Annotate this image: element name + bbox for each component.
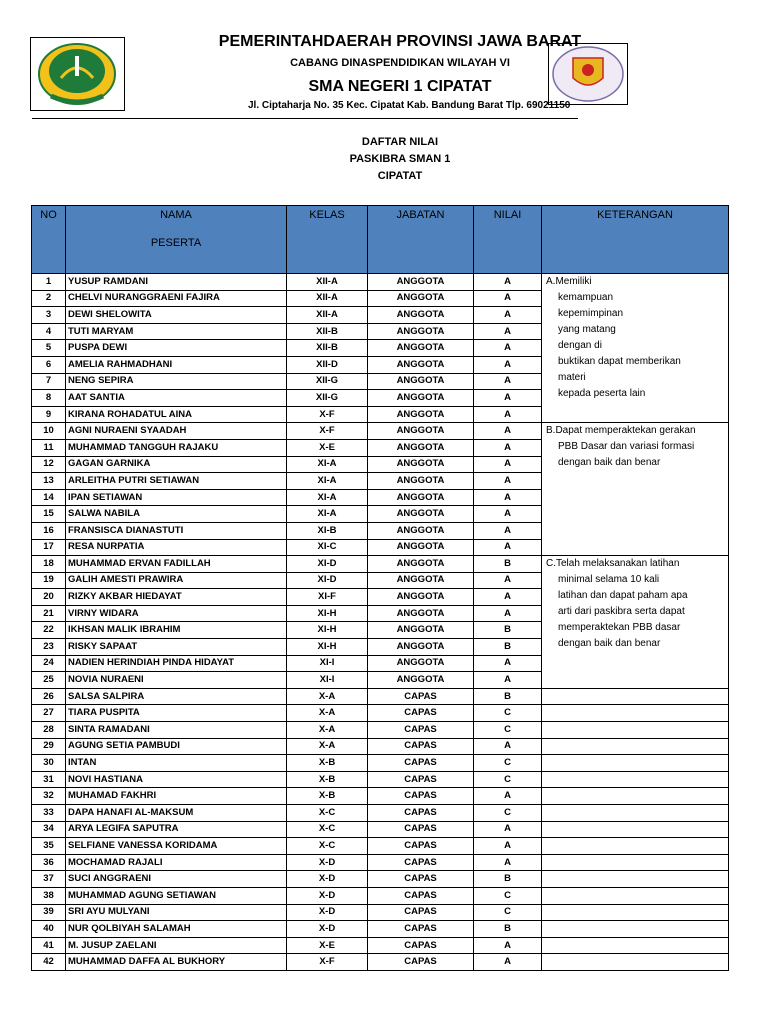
cell-nama: NOVIA NURAENI [66,672,287,689]
cell-nama: AAT SANTIA [66,390,287,407]
keterangan-line: kepada peserta lain [558,388,646,399]
cell-nama: MUHAMMAD AGUNG SETIAWAN [66,887,287,904]
cell-nilai: A [474,821,542,838]
west-java-emblem-icon [31,38,124,110]
cell-jabatan: ANGGOTA [368,539,474,556]
cell-kelas: XI-B [287,522,368,539]
cell-nilai: A [474,738,542,755]
cell-nama: IKHSAN MALIK IBRAHIM [66,622,287,639]
cell-nilai: B [474,688,542,705]
cell-no: 13 [32,473,66,490]
table-row [32,788,729,805]
cell-kelas: XII-A [287,290,368,307]
cell-kelas: XI-H [287,622,368,639]
cell-nilai: A [474,373,542,390]
table-row [32,722,729,739]
table-row [32,887,729,904]
table-body [32,274,729,971]
cell-jabatan: CAPAS [368,871,474,888]
cell-nilai: A [474,473,542,490]
cell-no: 42 [32,954,66,971]
cell-nilai: A [474,655,542,672]
cell-nama: GAGAN GARNIKA [66,456,287,473]
cell-nilai: B [474,871,542,888]
cell-nama: GALIH AMESTI PRAWIRA [66,572,287,589]
cell-jabatan: CAPAS [368,805,474,822]
cell-no: 9 [32,406,66,423]
cell-kelas: XI-A [287,506,368,523]
cell-no: 36 [32,854,66,871]
cell-nilai: C [474,755,542,772]
cell-nama: CHELVI NURANGGRAENI FAJIRA [66,290,287,307]
cell-no: 17 [32,539,66,556]
cell-kelas: X-A [287,722,368,739]
cell-nilai: A [474,854,542,871]
cell-no: 14 [32,489,66,506]
cell-nama: AMELIA RAHMADHANI [66,356,287,373]
cell-jabatan: ANGGOTA [368,323,474,340]
cell-jabatan: ANGGOTA [368,506,474,523]
cell-no: 8 [32,390,66,407]
cell-jabatan: ANGGOTA [368,556,474,573]
cell-nilai: A [474,390,542,407]
cell-kelas: XII-B [287,323,368,340]
cell-no: 3 [32,307,66,324]
table-row [32,821,729,838]
cell-nama: KIRANA ROHADATUL AINA [66,406,287,423]
cell-kelas: X-C [287,838,368,855]
cell-no: 23 [32,639,66,656]
cell-kelas: X-D [287,854,368,871]
cell-no: 19 [32,572,66,589]
cell-no: 27 [32,705,66,722]
cell-keterangan [542,854,729,871]
cell-nilai: A [474,522,542,539]
cell-kelas: X-F [287,423,368,440]
cell-nama: MUHAMMAD DAFFA AL BUKHORY [66,954,287,971]
cell-no: 22 [32,622,66,639]
cell-no: 38 [32,887,66,904]
cell-jabatan: CAPAS [368,904,474,921]
header-school-name: SMA NEGERI 1 CIPATAT [308,78,492,95]
table-header-row [32,206,729,274]
cell-no: 40 [32,921,66,938]
keterangan-line: A.Memiliki [546,276,592,287]
table-row [32,688,729,705]
cell-nilai: A [474,838,542,855]
cell-kelas: XII-D [287,356,368,373]
cell-jabatan: ANGGOTA [368,572,474,589]
cell-keterangan [542,921,729,938]
cell-keterangan [542,904,729,921]
cell-nilai: C [474,705,542,722]
cell-nilai: A [474,605,542,622]
cell-nilai: C [474,805,542,822]
cell-nama: AGNI NURAENI SYAADAH [66,423,287,440]
cell-kelas: X-D [287,887,368,904]
cell-jabatan: ANGGOTA [368,489,474,506]
cell-nama: ARYA LEGIFA SAPUTRA [66,821,287,838]
cell-kelas: X-D [287,871,368,888]
cell-kelas: X-A [287,738,368,755]
table-row [32,274,729,291]
cell-jabatan: CAPAS [368,937,474,954]
header-divider [32,118,578,119]
cell-nilai: A [474,406,542,423]
cell-no: 18 [32,556,66,573]
cell-jabatan: CAPAS [368,705,474,722]
cell-keterangan [542,887,729,904]
cell-nilai: A [474,356,542,373]
cell-jabatan: ANGGOTA [368,390,474,407]
cell-jabatan: ANGGOTA [368,340,474,357]
cell-nilai: A [474,937,542,954]
cell-nama: NENG SEPIRA [66,373,287,390]
cell-kelas: X-B [287,771,368,788]
cell-jabatan: CAPAS [368,838,474,855]
cell-jabatan: ANGGOTA [368,622,474,639]
cell-jabatan: ANGGOTA [368,356,474,373]
cell-nama: MOCHAMAD RAJALI [66,854,287,871]
cell-kelas: XI-I [287,655,368,672]
cell-nama: MUHAMAD FAKHRI [66,788,287,805]
cell-nama: SALSA SALPIRA [66,688,287,705]
keterangan-line: B.Dapat memperaktekan gerakan [546,425,696,437]
table-row [32,556,729,573]
cell-jabatan: ANGGOTA [368,307,474,324]
cell-nama: AGUNG SETIA PAMBUDI [66,738,287,755]
cell-nama: NADIEN HERINDIAH PINDA HIDAYAT [66,655,287,672]
table-row [32,423,729,440]
doc-title: DAFTAR NILAI [361,136,439,148]
cell-no: 30 [32,755,66,772]
cell-nama: SUCI ANGGRAENI [66,871,287,888]
cell-nama: ARLEITHA PUTRI SETIAWAN [66,473,287,490]
cell-nilai: C [474,722,542,739]
keterangan-line: memperaktekan PBB dasar [558,622,681,634]
cell-nilai: A [474,290,542,307]
col-header-nama-label: NAMA [160,209,192,221]
cell-nama: TUTI MARYAM [66,323,287,340]
cell-nama: M. JUSUP ZAELANI [66,937,287,954]
cell-keterangan [542,838,729,855]
cell-no: 20 [32,589,66,606]
table-row [32,705,729,722]
cell-no: 6 [32,356,66,373]
cell-jabatan: ANGGOTA [368,456,474,473]
cell-no: 26 [32,688,66,705]
cell-nilai: A [474,672,542,689]
cell-no: 41 [32,937,66,954]
cell-kelas: XII-G [287,373,368,390]
cell-keterangan [542,805,729,822]
keterangan-b [542,423,729,556]
cell-kelas: X-C [287,805,368,822]
cell-nama: NUR QOLBIYAH SALAMAH [66,921,287,938]
cell-nilai: A [474,456,542,473]
cell-jabatan: CAPAS [368,738,474,755]
cell-jabatan: CAPAS [368,771,474,788]
cell-jabatan: ANGGOTA [368,439,474,456]
cell-kelas: XII-A [287,274,368,291]
keterangan-line: C.Telah melaksanakan latihan [546,558,680,570]
cell-keterangan [542,755,729,772]
cell-keterangan [542,722,729,739]
cell-keterangan [542,688,729,705]
keterangan-line: latihan dan dapat paham apa [558,590,688,602]
cell-nilai: A [474,788,542,805]
cell-nama: RISKY SAPAAT [66,639,287,656]
cell-no: 12 [32,456,66,473]
cell-no: 2 [32,290,66,307]
cell-jabatan: CAPAS [368,722,474,739]
cell-nilai: C [474,904,542,921]
cell-kelas: XII-B [287,340,368,357]
cell-nama: RIZKY AKBAR HIEDAYAT [66,589,287,606]
cell-jabatan: ANGGOTA [368,672,474,689]
cell-jabatan: ANGGOTA [368,423,474,440]
cell-nilai: A [474,954,542,971]
cell-jabatan: CAPAS [368,688,474,705]
cell-no: 33 [32,805,66,822]
cell-nilai: A [474,340,542,357]
cell-jabatan: ANGGOTA [368,373,474,390]
cell-no: 35 [32,838,66,855]
cell-no: 5 [32,340,66,357]
cell-keterangan [542,705,729,722]
cell-nilai: B [474,622,542,639]
keterangan-line: materi [558,372,586,383]
cell-kelas: X-F [287,406,368,423]
cell-no: 15 [32,506,66,523]
header-address: Jl. Ciptaharja No. 35 Kec. Cipatat Kab. Bandung Barat Tlp. 69021150 [248,100,571,111]
cell-kelas: XI-I [287,672,368,689]
cell-nilai: A [474,323,542,340]
cell-kelas: X-A [287,688,368,705]
cell-nilai: A [474,572,542,589]
cell-nama: VIRNY WIDARA [66,605,287,622]
col-header-nilai: NILAI [474,206,542,274]
table-row [32,937,729,954]
cell-nama: SRI AYU MULYANI [66,904,287,921]
cell-nama: MUHAMMAD TANGGUH RAJAKU [66,439,287,456]
cell-jabatan: ANGGOTA [368,274,474,291]
cell-nama: RESA NURPATIA [66,539,287,556]
cell-nama: YUSUP RAMDANI [66,274,287,291]
table-row [32,755,729,772]
cell-jabatan: ANGGOTA [368,290,474,307]
col-header-no: NO [32,206,66,274]
cell-jabatan: ANGGOTA [368,605,474,622]
cell-jabatan: ANGGOTA [368,522,474,539]
cell-nama: FRANSISCA DIANASTUTI [66,522,287,539]
doc-subtitle: PASKIBRA SMAN 1 [349,153,451,165]
table-row [32,904,729,921]
col-header-peserta-label: PESERTA [150,237,202,249]
cell-no: 29 [32,738,66,755]
cell-nama: DAPA HANAFI AL-MAKSUM [66,805,287,822]
table-row [32,838,729,855]
cell-jabatan: ANGGOTA [368,473,474,490]
cell-nama: SINTA RAMADANI [66,722,287,739]
cell-kelas: X-E [287,937,368,954]
cell-jabatan: CAPAS [368,755,474,772]
doc-subtitle-2: CIPATAT [377,170,423,182]
cell-jabatan: ANGGOTA [368,589,474,606]
table-row [32,854,729,871]
cell-no: 32 [32,788,66,805]
keterangan-a [542,274,729,423]
cell-nama: INTAN [66,755,287,772]
cell-nama: SALWA NABILA [66,506,287,523]
keterangan-line: kepemimpinan [558,308,624,319]
cell-kelas: XI-H [287,605,368,622]
cell-nama: PUSPA DEWI [66,340,287,357]
cell-nilai: A [474,539,542,556]
provincial-logo-frame [30,37,125,111]
cell-nilai: A [474,423,542,440]
cell-kelas: XII-A [287,307,368,324]
keterangan-line: arti dari paskibra serta dapat [558,606,685,618]
header-branch: CABANG DINASPENDIDIKAN WILAYAH VI [290,57,510,69]
cell-kelas: X-C [287,821,368,838]
cell-jabatan: CAPAS [368,954,474,971]
cell-kelas: XI-F [287,589,368,606]
keterangan-line: kemampuan [558,292,614,303]
cell-no: 39 [32,904,66,921]
cell-jabatan: CAPAS [368,887,474,904]
cell-no: 31 [32,771,66,788]
keterangan-line: buktikan dapat memberikan [558,356,681,367]
col-header-kelas: KELAS [287,206,368,274]
cell-no: 21 [32,605,66,622]
cell-keterangan [542,771,729,788]
cell-nilai: B [474,639,542,656]
cell-kelas: XII-G [287,390,368,407]
cell-no: 11 [32,439,66,456]
cell-no: 16 [32,522,66,539]
header-province: PEMERINTAHDAERAH PROVINSI JAWA BARAT [218,33,582,50]
cell-nama: IPAN SETIAWAN [66,489,287,506]
cell-kelas: XI-H [287,639,368,656]
cell-no: 4 [32,323,66,340]
cell-jabatan: CAPAS [368,921,474,938]
cell-no: 28 [32,722,66,739]
cell-kelas: X-B [287,755,368,772]
cell-no: 34 [32,821,66,838]
cell-jabatan: ANGGOTA [368,639,474,656]
cell-kelas: XI-A [287,473,368,490]
keterangan-c [542,556,729,689]
grades-table [31,205,729,971]
cell-jabatan: CAPAS [368,788,474,805]
cell-nama: TIARA PUSPITA [66,705,287,722]
cell-kelas: XI-C [287,539,368,556]
cell-keterangan [542,788,729,805]
cell-keterangan [542,738,729,755]
cell-nilai: A [474,506,542,523]
cell-nilai: A [474,439,542,456]
cell-nilai: A [474,489,542,506]
cell-kelas: XI-A [287,489,368,506]
cell-no: 10 [32,423,66,440]
cell-nama: DEWI SHELOWITA [66,307,287,324]
cell-keterangan [542,954,729,971]
cell-no: 25 [32,672,66,689]
cell-jabatan: ANGGOTA [368,406,474,423]
cell-keterangan [542,937,729,954]
col-header-jabatan: JABATAN [368,206,474,274]
cell-jabatan: CAPAS [368,821,474,838]
cell-nilai: C [474,771,542,788]
cell-jabatan: ANGGOTA [368,655,474,672]
cell-nilai: B [474,921,542,938]
table-row [32,921,729,938]
cell-no: 1 [32,274,66,291]
keterangan-line: dengan baik dan benar [558,457,661,469]
cell-kelas: XI-A [287,456,368,473]
cell-keterangan [542,871,729,888]
cell-nama: SELFIANE VANESSA KORIDAMA [66,838,287,855]
cell-no: 24 [32,655,66,672]
cell-no: 37 [32,871,66,888]
cell-kelas: X-E [287,439,368,456]
cell-kelas: XI-D [287,556,368,573]
cell-nama: MUHAMMAD ERVAN FADILLAH [66,556,287,573]
cell-nilai: C [474,887,542,904]
table-row [32,805,729,822]
table-row [32,771,729,788]
table-row [32,871,729,888]
col-header-keterangan: KETERANGAN [542,206,729,274]
cell-kelas: X-F [287,954,368,971]
keterangan-line: yang matang [558,324,616,335]
cell-nilai: A [474,589,542,606]
cell-nilai: A [474,307,542,324]
cell-nilai: B [474,556,542,573]
cell-kelas: X-D [287,904,368,921]
cell-kelas: XI-D [287,572,368,589]
cell-keterangan [542,821,729,838]
cell-no: 7 [32,373,66,390]
cell-nama: NOVI HASTIANA [66,771,287,788]
cell-kelas: X-D [287,921,368,938]
keterangan-line: dengan baik dan benar [558,638,661,650]
table-row [32,738,729,755]
table-row [32,954,729,971]
cell-jabatan: CAPAS [368,854,474,871]
keterangan-line: minimal selama 10 kali [558,574,660,586]
keterangan-line: PBB Dasar dan variasi formasi [558,441,695,453]
keterangan-line: dengan di [558,340,602,351]
col-header-nama [66,206,287,274]
cell-nilai: A [474,274,542,291]
cell-kelas: X-B [287,788,368,805]
cell-kelas: X-A [287,705,368,722]
